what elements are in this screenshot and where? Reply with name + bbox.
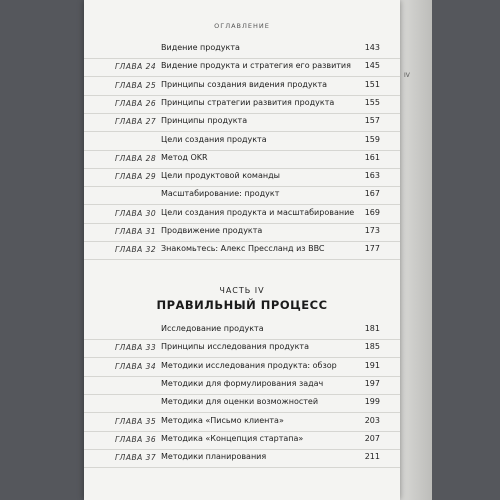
entry-title: Метод OKR	[161, 152, 208, 162]
entry-title: Видение продукта	[161, 43, 240, 52]
chapter-number: ГЛАВА 26	[115, 98, 157, 108]
toc-entry	[84, 321, 400, 340]
page-number: 197	[364, 378, 380, 388]
page-number: 177	[364, 244, 380, 254]
entry-title: Методики для формулирования задач	[161, 378, 324, 388]
page-number: 203	[364, 415, 380, 425]
part-title: ПРАВИЛЬНЫЙ ПРОЦЕСС	[156, 298, 328, 312]
page-number: 199	[364, 397, 380, 407]
entry-title: Принципы продукта	[161, 116, 248, 126]
page-number: 145	[364, 61, 380, 71]
toc-entry	[84, 113, 400, 132]
toc-entry	[84, 40, 400, 59]
page-number: 143	[364, 43, 380, 52]
chapter-number: ГЛАВА 31	[115, 227, 157, 236]
book-page	[84, 0, 400, 500]
chapter-number: ГЛАВА 29	[115, 172, 157, 182]
page-number: 161	[364, 152, 380, 162]
edge-mark: IV	[404, 72, 410, 79]
page-number: 155	[364, 97, 380, 107]
toc-entry	[84, 431, 400, 450]
chapter-number: ГЛАВА 35	[115, 416, 157, 426]
entry-title: Принципы исследования продукта	[161, 342, 309, 352]
toc-entry	[84, 77, 400, 96]
chapter-number: ГЛАВА 34	[115, 361, 157, 371]
page-number: 207	[364, 433, 380, 443]
chapter-number: ГЛАВА 28	[115, 153, 157, 163]
toc-entry	[84, 394, 400, 413]
toc-entry	[84, 168, 400, 187]
toc-entry	[84, 58, 400, 77]
toc-entry	[84, 132, 400, 151]
entry-title: Методики для оценки возможностей	[161, 397, 319, 407]
toc-entry	[84, 186, 400, 205]
page-number: 191	[364, 360, 380, 370]
page-number: 151	[364, 79, 380, 89]
entry-title: Масштабирование: продукт	[161, 189, 280, 199]
toc-entry	[84, 413, 400, 432]
chapter-number: ГЛАВА 32	[115, 245, 157, 255]
toc-entry	[84, 358, 400, 377]
entry-title: Исследование продукта	[161, 324, 264, 333]
page-number: 167	[364, 189, 380, 199]
running-head: ОГЛАВЛЕНИЕ	[214, 22, 270, 30]
toc-entry	[84, 205, 400, 224]
entry-title: Цели продуктовой команды	[161, 171, 280, 181]
chapter-number: ГЛАВА 27	[115, 117, 157, 127]
entry-title: Методики планирования	[161, 452, 267, 462]
entry-title: Видение продукта и стратегия его развития	[161, 61, 351, 71]
page-number: 169	[364, 207, 380, 217]
chapter-number: ГЛАВА 33	[115, 343, 157, 353]
entry-title: Знакомьтесь: Алекс Прессланд из BBC	[161, 244, 325, 254]
chapter-number: ГЛАВА 36	[115, 434, 157, 444]
chapter-number: ГЛАВА 30	[115, 208, 157, 218]
entry-title: Продвижение продукта	[161, 226, 263, 235]
toc-entry	[84, 150, 400, 169]
entry-title: Методика «Письмо клиента»	[161, 415, 284, 425]
entry-title: Цели создания продукта и масштабирование	[161, 207, 355, 217]
entry-title: Методики исследования продукта: обзор	[161, 360, 337, 370]
page-number: 211	[364, 452, 380, 462]
chapter-number: ГЛАВА 25	[115, 80, 157, 90]
page-number: 173	[364, 226, 380, 235]
toc-entry	[84, 376, 400, 395]
page-number: 157	[364, 116, 380, 126]
page-number: 181	[364, 324, 380, 333]
page-number: 185	[364, 342, 380, 352]
toc-entry	[84, 95, 400, 114]
toc-entry	[84, 241, 400, 260]
page-number: 159	[364, 134, 380, 144]
toc-entry	[84, 223, 400, 242]
chapter-number: ГЛАВА 24	[115, 62, 157, 72]
chapter-number: ГЛАВА 37	[115, 453, 157, 463]
page-number: 163	[364, 171, 380, 181]
entry-title: Цели создания продукта	[161, 134, 267, 144]
entry-title: Принципы стратегии развития продукта	[161, 97, 335, 107]
entry-title: Принципы создания видения продукта	[161, 79, 328, 89]
entry-title: Методика «Концепция стартапа»	[161, 433, 304, 443]
toc-entry	[84, 339, 400, 358]
toc-entry	[84, 449, 400, 468]
part-label: ЧАСТЬ IV	[219, 286, 265, 295]
